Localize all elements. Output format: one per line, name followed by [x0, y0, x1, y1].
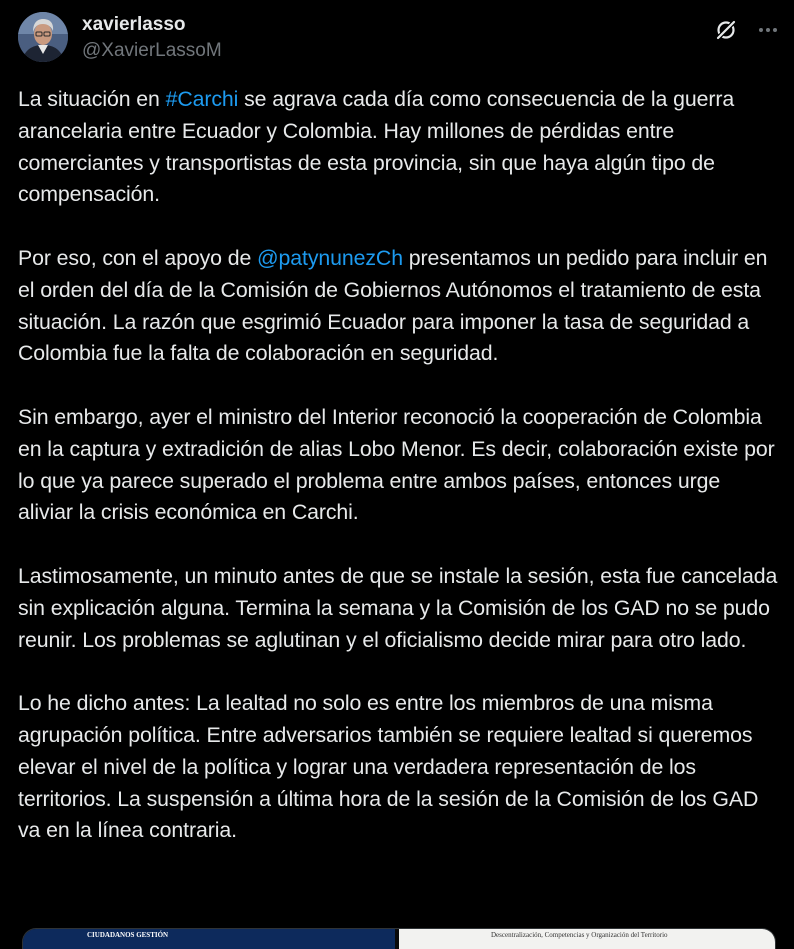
- tweet-paragraph-2: [18, 243, 778, 370]
- grok-button[interactable]: [712, 16, 740, 44]
- grok-icon: [714, 18, 738, 42]
- text-segment: Por eso, con el apoyo de: [18, 245, 258, 270]
- avatar[interactable]: [18, 12, 68, 62]
- media-image-left[interactable]: [23, 929, 395, 949]
- user-handle[interactable]: @XavierLassoM: [82, 40, 222, 61]
- mention-link-patynunezch[interactable]: @patynunezCh: [257, 245, 403, 270]
- media-left-caption: CIUDADANOS GESTIÓN: [87, 931, 169, 939]
- tweet-media[interactable]: [22, 928, 776, 949]
- text-segment: La situación en: [18, 87, 166, 111]
- media-right-caption: Descentralización, Competencias y Organización del Territorio: [491, 931, 668, 939]
- more-options-icon: [756, 18, 780, 42]
- text-segment: se agrava cada día como consecuencia de la guerra arancelaria entre Ecuador y Colombia. Hay millones de pérdidas entre comerciantes y transportistas de esta provincia, sin que haya algún tipo de compensación.: [18, 87, 735, 207]
- tweet-paragraph-3: Sin embargo, ayer el ministro del Interior reconoció la cooperación de Colombia en la captura y extradición de alias Lobo Menor. Es decir, colaboración existe por lo que ya parece superado el problema entre ambos países, entonces urge aliviar la crisis económica en Carchi.: [18, 404, 775, 525]
- display-name[interactable]: xavierlasso: [82, 14, 186, 35]
- tweet-text: [18, 84, 778, 847]
- media-image-right[interactable]: [399, 929, 775, 949]
- tweet-paragraph-5: Lo he dicho antes: La lealtad no solo es entre los miembros de una misma agrupación política. Entre adversarios también se requiere lealtad si queremos elevar el nivel de la política y lograr una verdadera representación de los territorios. La suspensión a última hora de la sesión de la Comisión de los GAD va en la línea contraria.: [18, 691, 759, 843]
- author-names: [82, 13, 222, 63]
- tweet-header: [18, 10, 776, 66]
- text-segment: presentamos un pedido para incluir en el orden del día de la Comisión de Gobiernos Autónomos el tratamiento de esta situación. La razón que esgrimió Ecuador para imponer la tasa de seguridad a Colombia fue la falta de colaboración en seguridad.: [18, 245, 768, 366]
- hashtag-link-carchi[interactable]: #Carchi: [165, 87, 239, 111]
- tweet-paragraph-1: [18, 84, 778, 211]
- more-options-button[interactable]: [754, 16, 782, 44]
- tweet-paragraph-4: Lastimosamente, un minuto antes de que se instale la sesión, esta fue cancelada sin explicación alguna. Termina la semana y la Comisión de los GAD no se pudo reunir. Los problemas se aglutinan y el oficialismo decide mirar para otro lado.: [18, 563, 778, 652]
